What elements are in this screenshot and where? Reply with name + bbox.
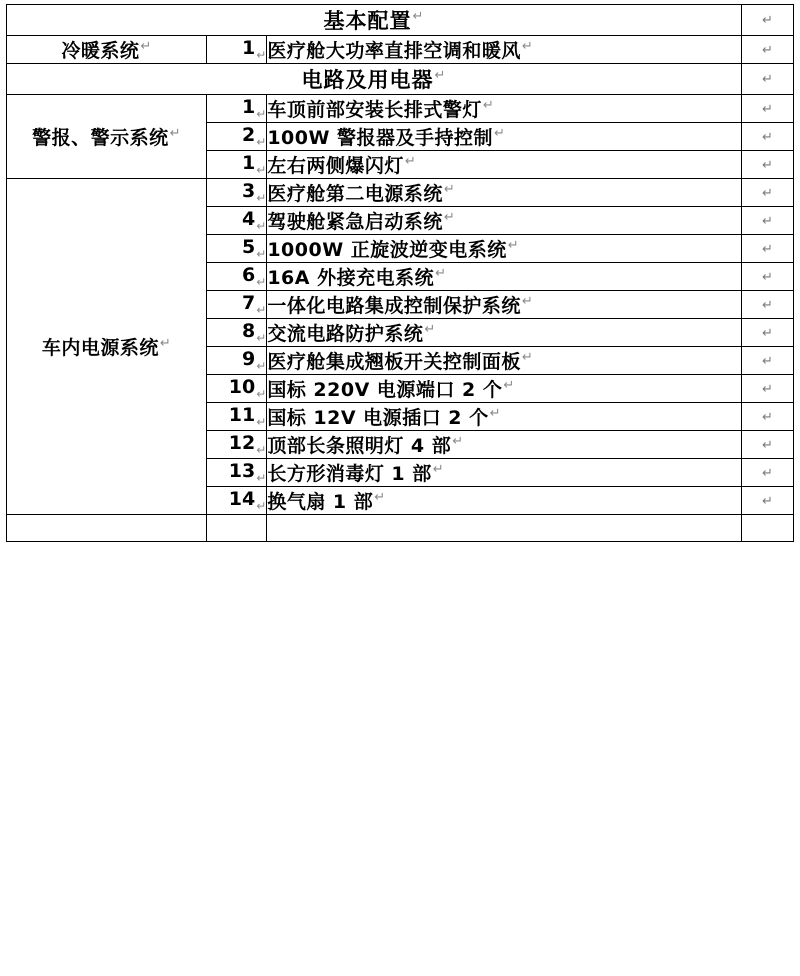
paragraph-mark-icon: ↵ (762, 213, 773, 229)
row-description-text: 车顶前部安装长排式警灯 (267, 99, 482, 121)
paragraph-mark-icon: ↵ (256, 47, 267, 62)
row-number-text: 1 (242, 152, 256, 175)
row-label-text: 警报、警示系统 (32, 127, 169, 149)
row-description-text: 顶部长条照明灯 4 部 (267, 435, 452, 457)
paragraph-mark-icon: ↵ (256, 246, 267, 261)
row-description-text: 16A 外接充电系统 (267, 267, 435, 289)
row-label-alarm-system (7, 95, 207, 179)
paragraph-mark-icon: ↵ (256, 218, 267, 233)
row-description-continuation (267, 515, 742, 542)
row-description-text: 国标 220V 电源端口 2 个 (267, 379, 503, 401)
row-description-text: 交流电路防护系统 (267, 323, 424, 345)
paragraph-mark-icon: ↵ (762, 129, 773, 145)
table-row-continuation (7, 515, 794, 542)
row-label-hvac (7, 36, 207, 64)
row-label-text: 冷暖系统 (61, 40, 140, 62)
paragraph-mark-icon: ↵ (434, 68, 447, 83)
paragraph-mark-icon: ↵ (521, 293, 534, 309)
paragraph-mark-icon: ↵ (256, 386, 267, 401)
row-description (267, 291, 742, 319)
table-row-section-header (7, 5, 794, 36)
paragraph-mark-icon: ↵ (435, 265, 447, 281)
paragraph-mark-icon: ↵ (762, 493, 773, 509)
row-description-text: 100W 警报器及手持控制 (267, 127, 494, 149)
row-number-text: 10 (228, 376, 256, 399)
paragraph-mark-icon: ↵ (443, 181, 456, 197)
row-number-text: 1 (242, 96, 256, 119)
row-description-text: 左右两侧爆闪灯 (267, 155, 404, 177)
paragraph-mark-icon: ↵ (140, 38, 152, 54)
row-number-text: 12 (228, 432, 256, 455)
row-number (207, 263, 267, 291)
row-number (207, 95, 267, 123)
margin-mark-cell (741, 36, 793, 64)
paragraph-mark-icon: ↵ (374, 489, 386, 505)
paragraph-mark-icon: ↵ (762, 409, 773, 425)
row-description-text: 换气扇 1 部 (267, 491, 374, 513)
specification-table (6, 4, 794, 542)
margin-mark-cell (741, 207, 793, 235)
margin-mark-cell (741, 291, 793, 319)
row-number (207, 431, 267, 459)
row-number-text: 5 (242, 236, 256, 259)
row-description (267, 235, 742, 263)
row-description (267, 347, 742, 375)
paragraph-mark-icon: ↵ (424, 321, 436, 337)
row-number-text: 3 (242, 180, 256, 203)
paragraph-mark-icon: ↵ (256, 498, 267, 513)
section-title-basic-config (7, 5, 742, 36)
paragraph-mark-icon: ↵ (762, 13, 773, 28)
row-number (207, 291, 267, 319)
margin-mark-cell (741, 151, 793, 179)
paragraph-mark-icon: ↵ (256, 190, 267, 205)
paragraph-mark-icon: ↵ (521, 349, 534, 365)
row-number (207, 36, 267, 64)
row-number-text: 13 (228, 460, 256, 483)
row-number-text: 7 (242, 292, 256, 315)
row-number (207, 235, 267, 263)
paragraph-mark-icon: ↵ (412, 9, 425, 24)
row-description (267, 375, 742, 403)
paragraph-mark-icon: ↵ (762, 241, 773, 257)
margin-mark-cell (741, 95, 793, 123)
paragraph-mark-icon: ↵ (762, 381, 773, 397)
margin-mark-cell (741, 431, 793, 459)
row-number (207, 375, 267, 403)
row-number (207, 487, 267, 515)
margin-mark-cell (741, 123, 793, 151)
row-number (207, 123, 267, 151)
table-row (7, 179, 794, 207)
paragraph-mark-icon: ↵ (256, 134, 267, 149)
row-description (267, 263, 742, 291)
paragraph-mark-icon: ↵ (503, 377, 515, 393)
row-description (267, 36, 742, 64)
margin-mark-cell (741, 375, 793, 403)
row-description (267, 151, 742, 179)
row-number-text: 2 (242, 124, 256, 147)
paragraph-mark-icon: ↵ (762, 42, 773, 58)
margin-mark-cell (741, 403, 793, 431)
row-description (267, 487, 742, 515)
margin-mark-cell (741, 5, 793, 36)
row-description-text: 长方形消毒灯 1 部 (267, 463, 432, 485)
row-description (267, 319, 742, 347)
paragraph-mark-icon: ↵ (762, 72, 773, 87)
row-number (207, 319, 267, 347)
row-number-text: 8 (242, 320, 256, 343)
paragraph-mark-icon: ↵ (762, 437, 773, 453)
paragraph-mark-icon: ↵ (256, 106, 267, 121)
row-number (207, 459, 267, 487)
paragraph-mark-icon: ↵ (494, 125, 506, 141)
paragraph-mark-icon: ↵ (762, 101, 773, 117)
paragraph-mark-icon: ↵ (256, 162, 267, 177)
row-description-text: 一体化电路集成控制保护系统 (267, 295, 521, 317)
row-description-text: 医疗舱集成翘板开关控制面板 (267, 351, 521, 373)
row-label-continuation (7, 515, 207, 542)
margin-mark-cell (741, 263, 793, 291)
margin-mark-cell (741, 487, 793, 515)
row-number-text: 11 (228, 404, 256, 427)
paragraph-mark-icon: ↵ (521, 38, 534, 54)
section-title-text: 电路及用电器 (301, 68, 434, 92)
paragraph-mark-icon: ↵ (762, 353, 773, 369)
paragraph-mark-icon: ↵ (432, 461, 445, 477)
row-description-text: 国标 12V 电源插口 2 个 (267, 407, 489, 429)
paragraph-mark-icon: ↵ (256, 358, 267, 373)
paragraph-mark-icon: ↵ (762, 325, 773, 341)
row-number-text: 9 (242, 348, 256, 371)
section-title-circuit (7, 64, 742, 95)
row-number-text: 1 (242, 37, 256, 60)
margin-mark-cell (741, 235, 793, 263)
row-number (207, 207, 267, 235)
paragraph-mark-icon: ↵ (762, 465, 773, 481)
paragraph-mark-icon: ↵ (762, 269, 773, 285)
paragraph-mark-icon: ↵ (256, 330, 267, 345)
row-number-continuation (207, 515, 267, 542)
table-row (7, 36, 794, 64)
paragraph-mark-icon: ↵ (256, 470, 267, 485)
row-description (267, 123, 742, 151)
row-number (207, 151, 267, 179)
row-description (267, 403, 742, 431)
paragraph-mark-icon: ↵ (256, 302, 267, 317)
row-description-text: 医疗舱第二电源系统 (267, 183, 443, 205)
paragraph-mark-icon: ↵ (256, 274, 267, 289)
row-number (207, 403, 267, 431)
margin-mark-continuation (741, 515, 793, 542)
margin-mark-cell (741, 319, 793, 347)
row-description (267, 431, 742, 459)
row-number-text: 14 (228, 488, 256, 511)
margin-mark-cell (741, 459, 793, 487)
paragraph-mark-icon: ↵ (507, 237, 520, 253)
margin-mark-cell (741, 179, 793, 207)
paragraph-mark-icon: ↵ (762, 185, 773, 201)
margin-mark-cell (741, 64, 793, 95)
row-number-text: 4 (242, 208, 256, 231)
row-description-text: 1000W 正旋波逆变电系统 (267, 239, 507, 261)
paragraph-mark-icon: ↵ (256, 442, 267, 457)
margin-mark-cell (741, 347, 793, 375)
row-number (207, 179, 267, 207)
table-row-section-header (7, 64, 794, 95)
paragraph-mark-icon: ↵ (452, 433, 464, 449)
paragraph-mark-icon: ↵ (762, 297, 773, 313)
row-description-text: 驾驶舱紧急启动系统 (267, 211, 443, 233)
paragraph-mark-icon: ↵ (256, 414, 267, 429)
row-label-power-system (7, 179, 207, 515)
paragraph-mark-icon: ↵ (443, 209, 456, 225)
row-number-text: 6 (242, 264, 256, 287)
paragraph-mark-icon: ↵ (169, 125, 182, 141)
table-row (7, 95, 794, 123)
paragraph-mark-icon: ↵ (404, 153, 417, 169)
section-title-text: 基本配置 (323, 9, 412, 33)
paragraph-mark-icon: ↵ (762, 157, 773, 173)
row-description (267, 207, 742, 235)
row-label-text: 车内电源系统 (41, 337, 159, 359)
paragraph-mark-icon: ↵ (159, 335, 172, 351)
paragraph-mark-icon: ↵ (482, 97, 495, 113)
row-description (267, 95, 742, 123)
row-description-text: 医疗舱大功率直排空调和暖风 (267, 40, 521, 62)
paragraph-mark-icon: ↵ (489, 405, 502, 421)
row-number (207, 347, 267, 375)
row-description (267, 459, 742, 487)
row-description (267, 179, 742, 207)
